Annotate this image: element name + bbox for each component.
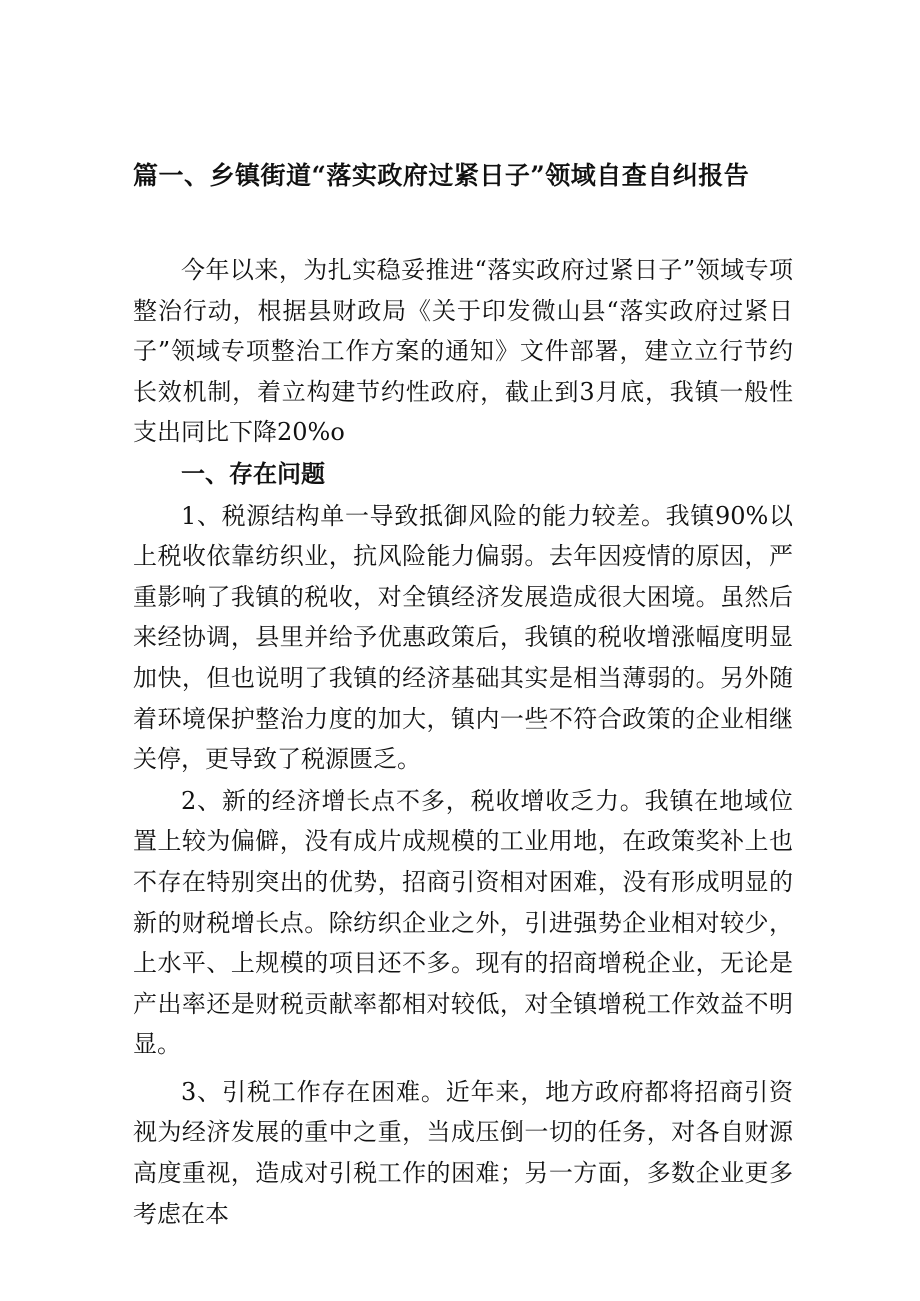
intro-paragraph: 今年以来，为扎实稳妥推进“落实政府过紧日子”领域专项整治行动，根据县财政局《关于印发微山县“落实政府过紧日子”领域专项整治工作方案的通知》文件部署，建立立行节约长效机制，着立构建节约性政府，截止到3月底，我镇一般性支出同比下降20%o (133, 256, 793, 447)
problem-paragraph-1: 1、税源结构单一导致抵御风险的能力较差。我镇90%以上税收依靠纺织业，抗风险能力偏弱。去年因疫情的原因，严重影响了我镇的税收，对全镇经济发展造成很大困境。虽然后来经协调，县里并给予优惠政策后，我镇的税收增涨幅度明显加快，但也说明了我镇的经济基础其实是相当薄弱的。另外随着环境保护整治力度的加大，镇内一些不符合政策的企业相继关停，更导致了税源匮乏。 (133, 501, 793, 774)
document-body (133, 250, 793, 1234)
document-title: 篇一、乡镇街道“落实政府过紧日子”领域自查自纠报告 (133, 161, 750, 190)
section-heading: 一、存在问题 (181, 458, 325, 488)
problem-paragraph-3: 3、引税工作存在困难。近年来，地方政府都将招商引资视为经济发展的重中之重，当成压倒一切的任务，对各自财源高度重视，造成对引税工作的困难；另一方面，多数企业更多考虑在本 (133, 1077, 793, 1228)
problem-paragraph-2: 2、新的经济增长点不多，税收增收乏力。我镇在地域位置上较为偏僻，没有成片成规模的工业用地，在政策奖补上也不存在特别突出的优势，招商引资相对困难，没有形成明显的新的财税增长点。除纺织企业之外，引进强势企业相对较少，上水平、上规模的项目还不多。现有的招商增税企业，无论是产出率还是财税贡献率都相对较低，对全镇增税工作效益不明显。 (133, 786, 793, 1059)
